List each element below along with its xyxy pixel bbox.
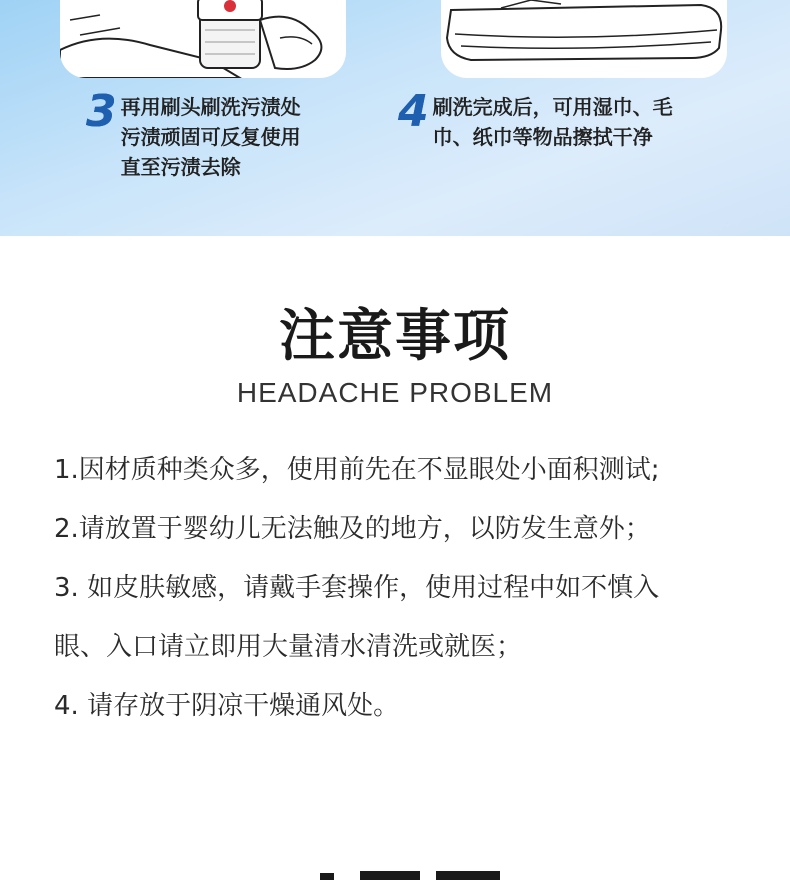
next-section-title-peek <box>300 866 530 880</box>
notice-item: 1.因材质种类众多，使用前先在不显眼处小面积测试; <box>54 455 660 485</box>
notice-item: 眼、入口请立即用大量清水清洗或就医； <box>54 632 523 662</box>
step-text-line: 直至污渍去除 <box>120 155 241 179</box>
notice-list <box>54 441 774 736</box>
step-text-line: 再用刷头刷洗污渍处 <box>120 95 301 119</box>
notice-item: 2.请放置于婴幼儿无法触及的地方，以防发生意外； <box>54 514 651 544</box>
step-text-line: 巾、纸巾等物品擦拭干净 <box>432 125 653 149</box>
notice-item: 3. 如皮肤敏感，请戴手套操作，使用过程中如不慎入 <box>54 573 660 603</box>
step4-illustration <box>441 0 727 78</box>
step-number: 4 <box>398 86 429 137</box>
step-4 <box>398 86 673 152</box>
step-text-line: 刷洗完成后，可用湿巾、毛 <box>432 95 673 119</box>
instruction-band <box>0 0 790 236</box>
notice-title: 注意事项 <box>279 304 511 369</box>
step-text-line: 污渍顽固可反复使用 <box>120 125 301 149</box>
step3-illustration <box>60 0 346 78</box>
step-3 <box>86 86 301 182</box>
step-number: 3 <box>86 86 117 137</box>
notice-subtitle: HEADACHE PROBLEM <box>236 377 554 408</box>
notice-item: 4. 请存放于阴凉干燥通风处。 <box>54 691 400 721</box>
